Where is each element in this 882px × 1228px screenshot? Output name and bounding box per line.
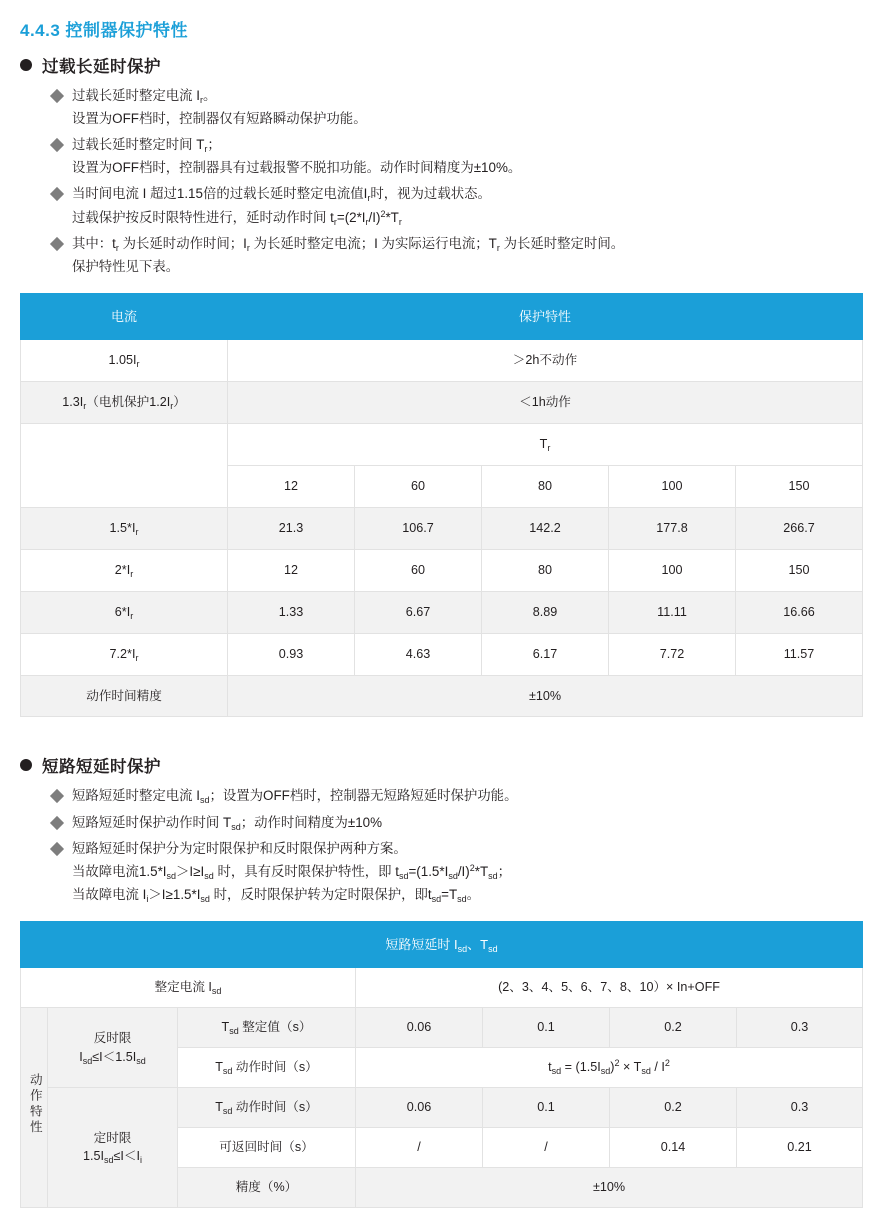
tr-value: 60 [355,466,482,508]
table-row [21,675,863,717]
row-label: $1.3I_r$（电机保护$1.2I_r$） [21,382,228,424]
bullet-dot-icon [20,59,32,71]
list-item-line: 当故障电流 $I_i>I\ge 1.5*I_{sd}$ 时，反时限保护转为定时限保护，即$t_{sd}=T_{sd}$。 [72,886,481,904]
cell: 11.57 [736,633,863,675]
list-item-line: 过载长延时整定时间 $T_r$； [72,137,221,155]
table-row [21,382,863,424]
cell: 6.67 [355,591,482,633]
row-label: $1.05I_r$ [21,340,228,382]
cell: 11.11 [609,591,736,633]
table-row [21,968,863,1008]
list-item-line: 过载保护按反时限特性进行，延时动作时间 $t_r=(2*I_r/I)^2*T_r$ [72,208,402,227]
row-label-action-characteristic: 动作特性 [21,1008,48,1207]
table-row [21,1008,863,1048]
cell: 0.14 [610,1128,737,1168]
diamond-bullet-icon [50,237,64,251]
list-item [52,838,862,907]
row-formula: $t_{sd} = (1.5I_{sd})^2 \times T_{sd} / I^2$ [356,1048,863,1088]
group-label-inverse-time [48,1008,178,1088]
bullet-dot-icon [20,759,32,771]
tr-value: 80 [482,466,609,508]
cell: 21.3 [228,507,355,549]
group-title: 反时限 [93,1030,132,1045]
diamond-bullet-icon [50,789,64,803]
list-item [52,233,862,279]
row-label: $T_{sd}$ 整定值（s） [178,1008,356,1048]
list-item-line: 保护特性见下表。 [72,258,180,274]
overload-protection-table [20,293,863,718]
heading-text: 过载长延时保护 [42,58,161,76]
list-item [52,134,862,180]
diamond-bullet-icon [50,138,64,152]
table-header-row [21,293,863,340]
heading-text: 短路短延时保护 [42,758,161,777]
list-item [52,85,862,131]
list-item-line: 当时间电流 I 超过1.15倍的过载长延时整定电流值$I_r$时，视为过载状态。 [72,186,491,204]
diamond-bullet-icon [50,815,64,829]
list-item-line: 过载长延时整定电流 $I_r$。 [72,88,217,105]
row-label-setting-current: 整定电流 $I_{sd}$ [21,968,356,1008]
tr-value: 100 [609,466,736,508]
row-value: ±10% [228,675,863,717]
cell: 4.63 [355,633,482,675]
group-label-definite-time [48,1088,178,1208]
tr-value: 12 [228,466,355,508]
row-label: $2*I_r$ [21,549,228,591]
row-value: ＜1h动作 [228,382,863,424]
heading-overload-long-delay [20,53,862,77]
row-label: $T_{sd}$ 动作时间（s） [178,1048,356,1088]
row-value-setting-current: (2、3、4、5、6、7、8、10）× In+OFF [356,968,863,1008]
cell: 142.2 [482,507,609,549]
cell: 0.1 [483,1008,610,1048]
tr-group-label: $T_r$ [228,424,863,466]
cell: 0.21 [737,1128,863,1168]
cell: 7.72 [609,633,736,675]
list-item-line: 短路短延时保护分为定时限保护和反时限保护两种方案。 [72,840,407,856]
heading-short-circuit-short-delay [20,753,862,777]
table-header-row [21,921,863,968]
tr-value: 150 [736,466,863,508]
cell: / [356,1128,483,1168]
row-label-empty [21,424,228,508]
cell: 106.7 [355,507,482,549]
row-label: $6*I_r$ [21,591,228,633]
row-label: 可返回时间（s） [178,1128,356,1168]
table-row [21,549,863,591]
col-header-characteristic: 保护特性 [228,293,863,340]
cell: 266.7 [736,507,863,549]
cell: / [483,1128,610,1168]
row-value: ＞2h不动作 [228,340,863,382]
diamond-bullet-icon [50,187,64,201]
short-delay-table [20,921,863,1208]
cell: 0.3 [737,1008,863,1048]
row-label: $7.2*I_r$ [21,633,228,675]
table-row [21,591,863,633]
col-header-short-delay: 短路短延时 $I_{sd}$、$T_{sd}$ [21,921,863,968]
table-row [21,340,863,382]
cell: 150 [736,549,863,591]
diamond-bullet-icon [50,89,64,103]
cell: 0.06 [356,1008,483,1048]
list-item-line: 设置为OFF档时，控制器仅有短路瞬动保护功能。 [72,111,367,127]
cell: 16.66 [736,591,863,633]
row-label: $1.5*I_r$ [21,507,228,549]
list-item-line: 其中：$t_r$ 为长延时动作时间；$I_r$ 为长延时整定电流；I 为实际运行电流；$T_r$ 为长延时整定时间。 [72,235,625,253]
table-row [21,1088,863,1128]
cell: 100 [609,549,736,591]
spacer [20,717,862,743]
col-header-current: 电流 [21,293,228,340]
cell: 0.2 [610,1008,737,1048]
cell: 177.8 [609,507,736,549]
row-label: 精度（%） [178,1167,356,1207]
table-row [21,633,863,675]
page-title [20,16,862,41]
cell: 0.3 [737,1088,863,1128]
row-value: ±10% [356,1167,863,1207]
short-delay-bullet-list [52,785,862,907]
cell: 8.89 [482,591,609,633]
cell: 6.17 [482,633,609,675]
list-item-line: 设置为OFF档时，控制器具有过载报警不脱扣功能。动作时间精度为±10%。 [72,160,522,176]
list-item [52,785,862,808]
cell: 0.2 [610,1088,737,1128]
table-row [21,507,863,549]
list-item [52,812,862,835]
diamond-bullet-icon [50,842,64,856]
list-item-line: 短路短延时保护动作时间 $T_{sd}$；动作时间精度为±10% [72,814,382,832]
list-item-line: 短路短延时整定电流 $I_{sd}$；设置为OFF档时，控制器无短路短延时保护功能。 [72,788,518,806]
cell: 0.06 [356,1088,483,1128]
row-label: 动作时间精度 [21,675,228,717]
group-title: 定时限 [93,1130,132,1145]
cell: 80 [482,549,609,591]
group-range: $I_{sd}\le I<1.5I_{sd}$ [79,1049,146,1066]
cell: 0.93 [228,633,355,675]
group-range: $1.5I_{sd}\le I<I_i$ [82,1149,143,1166]
cell: 0.1 [483,1088,610,1128]
overload-bullet-list [52,85,862,279]
section-number-title: 4.4.3 控制器保护特性 [20,21,189,40]
list-item-line: 当故障电流$1.5*I_{sd}>I\ge I_{sd}$ 时，具有反时限保护特性，即 $t_{sd}=(1.5*I_{sd}/I)^2*T_{sd}$； [72,862,512,881]
row-label: $T_{sd}$ 动作时间（s） [178,1088,356,1128]
table-row [21,424,863,466]
cell: 60 [355,549,482,591]
cell: 1.33 [228,591,355,633]
cell: 12 [228,549,355,591]
list-item [52,183,862,229]
